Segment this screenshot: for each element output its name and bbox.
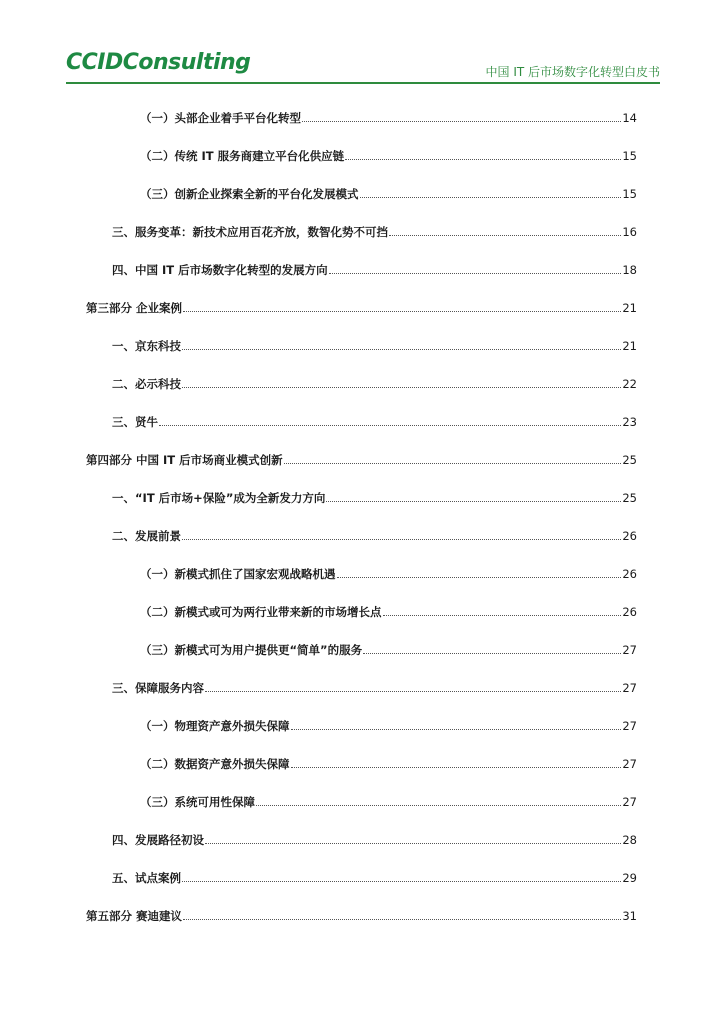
toc-entry[interactable] [86,298,637,316]
toc-entry[interactable] [112,374,637,392]
dot-leader [205,843,621,844]
toc-entry-page: 21 [622,339,637,353]
toc-entry[interactable] [112,336,637,354]
dot-leader [183,311,621,312]
dot-leader [256,805,621,806]
toc-entry-page: 27 [622,643,637,657]
toc-entry[interactable] [112,868,637,886]
toc-entry-title: 三、贤牛 [112,415,158,429]
toc-entry-page: 27 [622,719,637,733]
toc-entry[interactable] [140,792,637,810]
dot-leader [389,235,621,236]
toc-entry-title: （二）数据资产意外损失保障 [140,757,290,771]
toc-entry[interactable] [140,602,637,620]
toc-entry-page: 27 [622,757,637,771]
dot-leader [363,653,621,654]
toc-entry-page: 31 [622,909,637,923]
dot-leader [329,273,622,274]
toc-entry-title: 三、服务变革：新技术应用百花齐放，数智化势不可挡 [112,225,388,239]
toc-entry[interactable] [112,222,637,240]
toc-entry[interactable] [86,450,637,468]
toc-entry-page: 29 [622,871,637,885]
dot-leader [182,349,621,350]
toc-entry-title: （二）传统 IT 服务商建立平台化供应链 [140,149,345,163]
toc-entry[interactable] [112,526,637,544]
toc-entry-title: （三）新模式可为用户提供更“简单”的服务 [140,643,363,657]
toc-entry[interactable] [112,488,637,506]
dot-leader [337,577,622,578]
dot-leader [291,729,622,730]
toc-entry-page: 16 [622,225,637,239]
dot-leader [182,387,621,388]
toc-entry-page: 25 [622,453,637,467]
toc-entry-page: 22 [622,377,637,391]
toc-entry-title: 第三部分 企业案例 [86,301,183,315]
toc-entry-title: 一、“IT 后市场+保险”成为全新发力方向 [112,491,326,505]
toc-entry-page: 25 [622,491,637,505]
toc-entry-page: 15 [622,149,637,163]
toc-entry-title: 五、试点案例 [112,871,181,885]
dot-leader [302,121,621,122]
dot-leader [183,919,621,920]
toc-entry-page: 26 [622,605,637,619]
toc-entry[interactable] [140,146,637,164]
dot-leader [182,539,621,540]
toc-entry-page: 27 [622,795,637,809]
toc-entry-title: 四、中国 IT 后市场数字化转型的发展方向 [112,263,328,277]
toc-entry-title: （一）新模式抓住了国家宏观战略机遇 [140,567,336,581]
dot-leader [284,463,622,464]
toc-entry-title: （一）头部企业着手平台化转型 [140,111,301,125]
toc-entry-page: 21 [622,301,637,315]
toc-entry-page: 18 [622,263,637,277]
toc-entry-title: 一、京东科技 [112,339,181,353]
toc-entry-title: 第四部分 中国 IT 后市场商业模式创新 [86,453,283,467]
toc-entry-title: 三、保障服务内容 [112,681,204,695]
toc-entry[interactable] [112,678,637,696]
dot-leader [159,425,621,426]
toc-entry[interactable] [140,716,637,734]
toc-entry[interactable] [112,412,637,430]
toc-entry[interactable] [140,640,637,658]
toc-entry[interactable] [140,564,637,582]
toc-entry-title: （三）系统可用性保障 [140,795,255,809]
dot-leader [326,501,621,502]
toc-entry[interactable] [140,184,637,202]
toc-entry-title: （一）物理资产意外损失保障 [140,719,290,733]
toc-entry[interactable] [140,108,637,126]
toc-entry-title: 二、必示科技 [112,377,181,391]
toc-entry-page: 28 [622,833,637,847]
toc-entry-title: （三）创新企业探索全新的平台化发展模式 [140,187,359,201]
document-title: 中国 IT 后市场数字化转型白皮书 [485,65,660,79]
dot-leader [182,881,621,882]
toc-entry-title: 第五部分 赛迪建议 [86,909,183,923]
toc-entry-page: 26 [622,567,637,581]
toc-entry-page: 27 [622,681,637,695]
dot-leader [360,197,622,198]
dot-leader [345,159,621,160]
toc-entry-page: 26 [622,529,637,543]
toc-entry-page: 23 [622,415,637,429]
toc-entry[interactable] [112,260,637,278]
dot-leader [383,615,622,616]
toc-entry[interactable] [140,754,637,772]
toc-entry-title: （二）新模式或可为两行业带来新的市场增长点 [140,605,382,619]
toc-entry-page: 15 [622,187,637,201]
dot-leader [205,691,621,692]
ccid-consulting-logo: CCIDConsulting [66,50,251,75]
toc-entry[interactable] [86,906,637,924]
toc-entry-title: 二、发展前景 [112,529,181,543]
toc-entry[interactable] [112,830,637,848]
toc-entry-page: 14 [622,111,637,125]
dot-leader [291,767,622,768]
toc-entry-title: 四、发展路径初设 [112,833,204,847]
